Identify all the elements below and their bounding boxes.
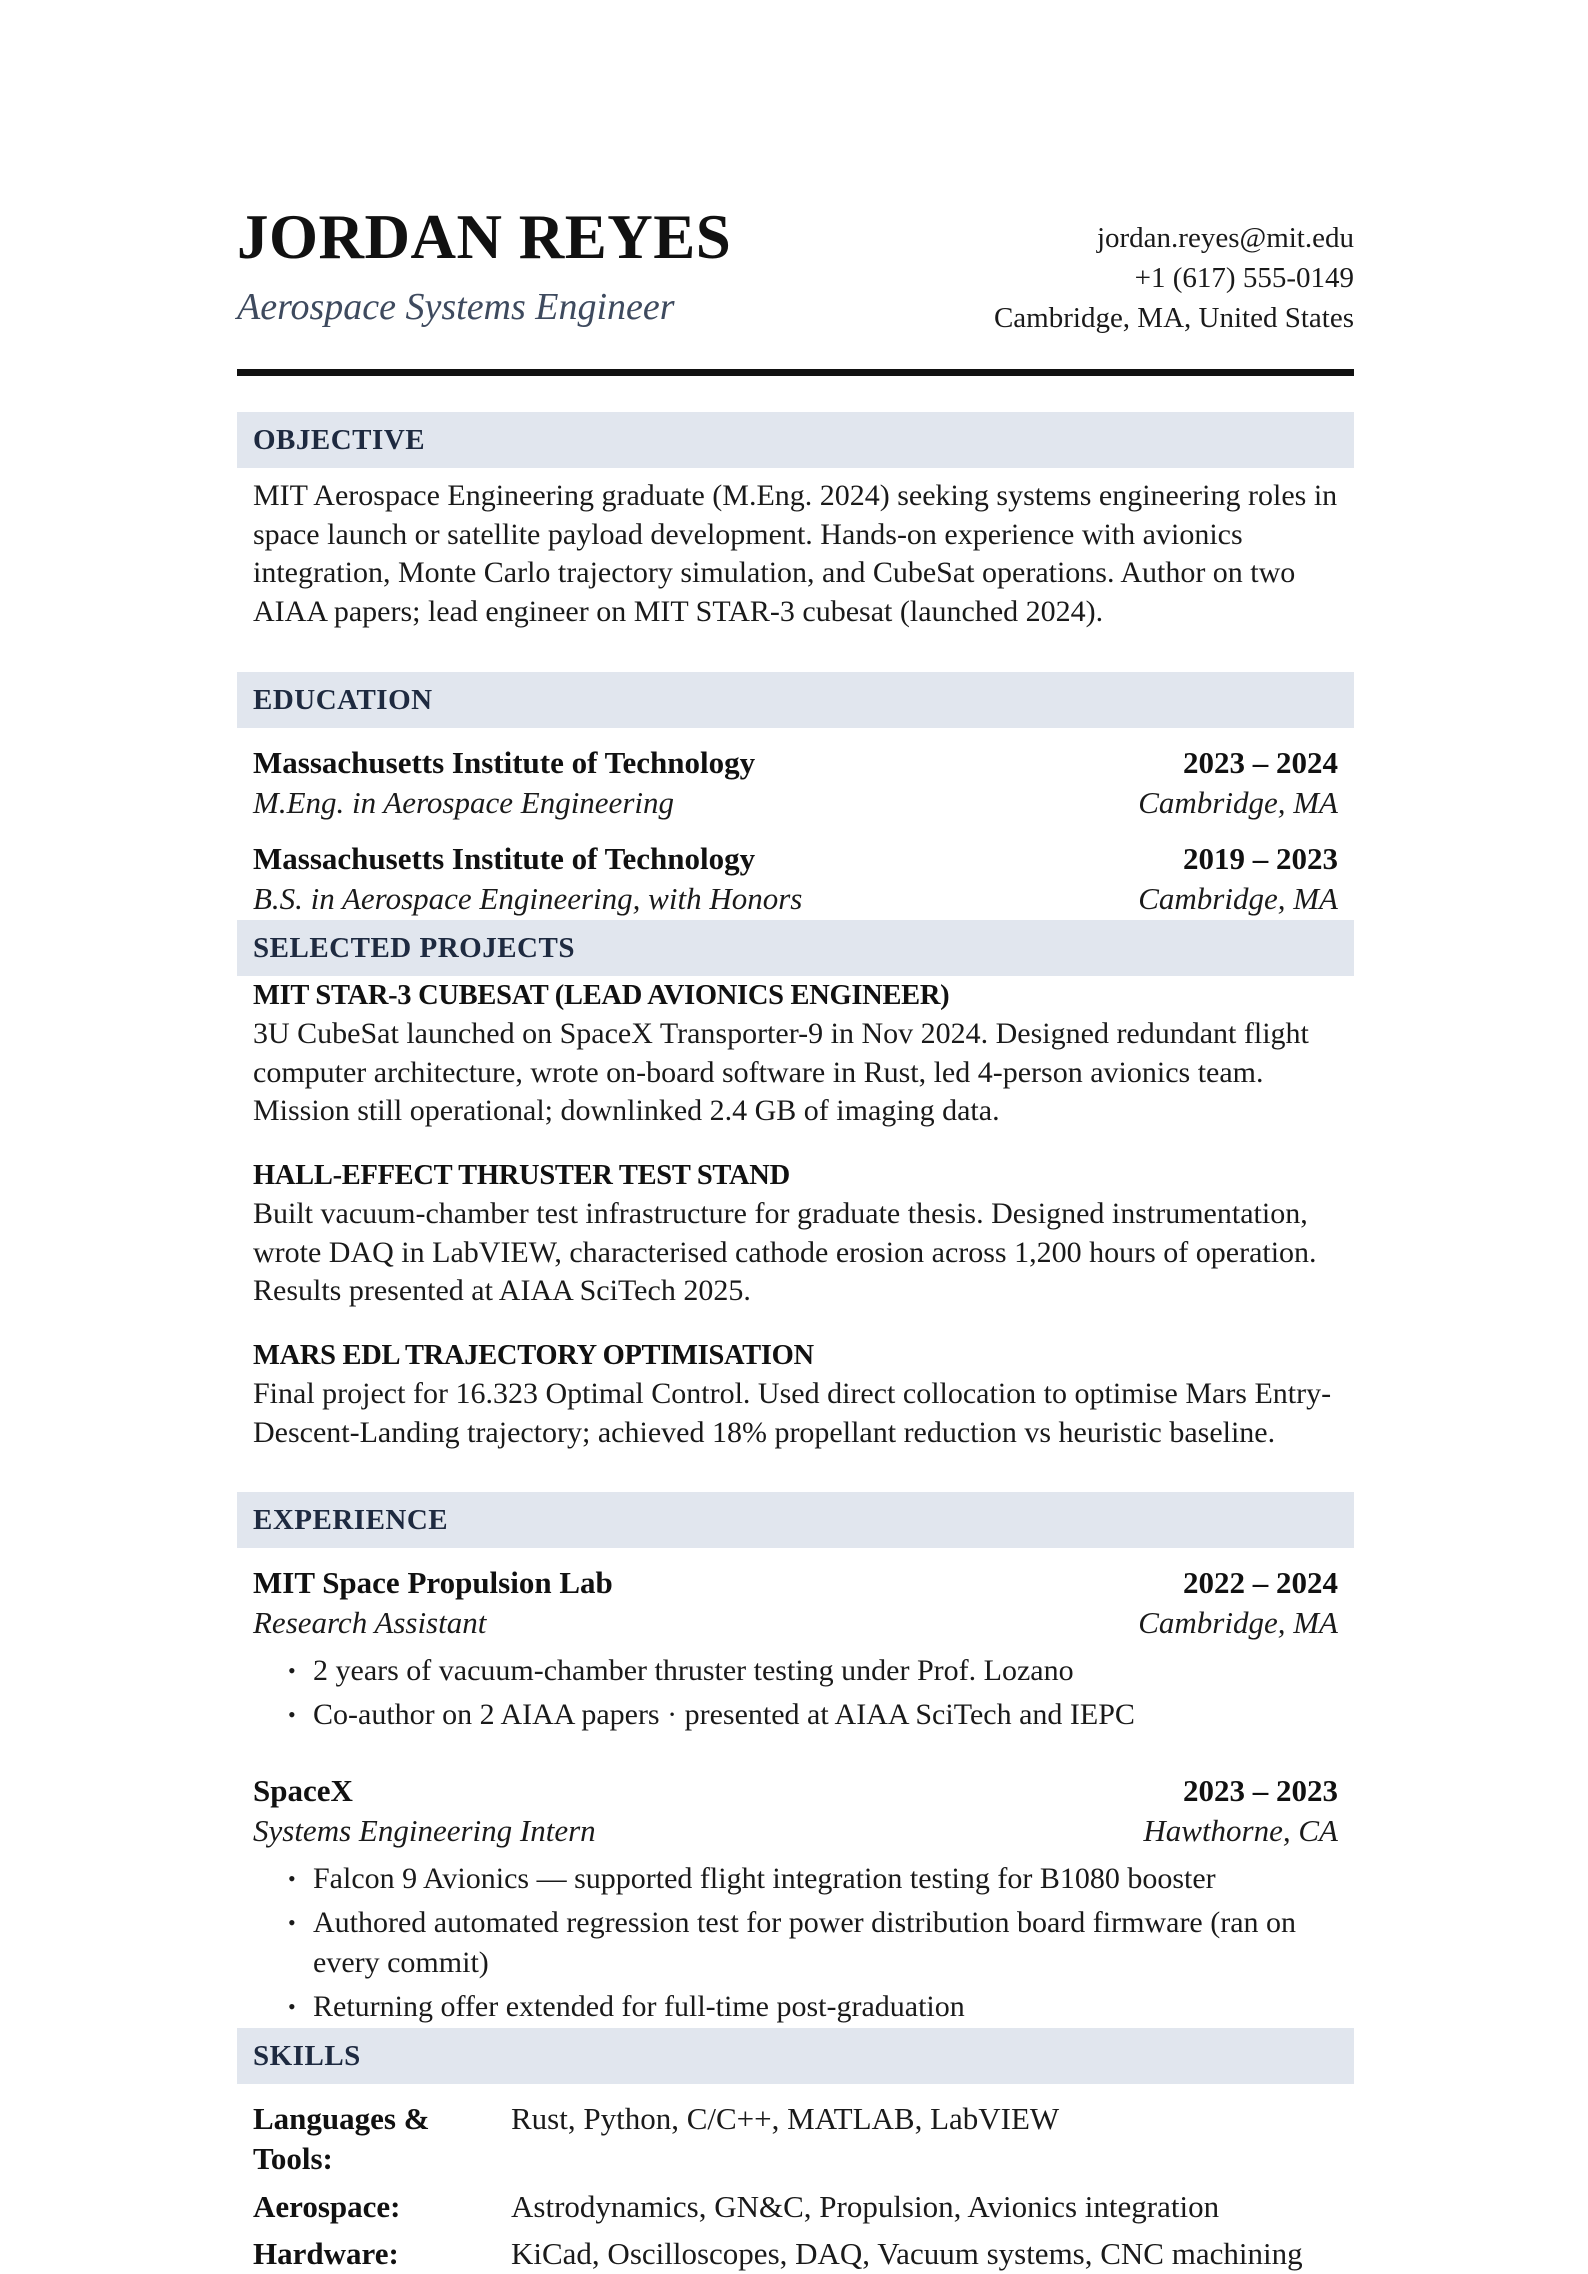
project-description: Built vacuum-chamber test infrastructure for graduate thesis. Designed instrumentation, wrote DAQ in LabVIEW, characterised cathode erosion across 1,200 hours of operation. Results presented at AIAA SciTech 2025. bbox=[253, 1197, 1317, 1307]
section-title: SKILLS bbox=[253, 2040, 361, 2072]
list-item: • Authored automated regression test for power distribution board firmware (ran on every commit) bbox=[253, 1903, 1343, 1983]
header-divider bbox=[237, 369, 1354, 376]
section-title: EXPERIENCE bbox=[253, 1504, 449, 1536]
candidate-role: Aerospace Systems Engineer bbox=[237, 286, 675, 328]
resume-page bbox=[237, 0, 1354, 2271]
school-name: Massachusetts Institute of Technology bbox=[253, 745, 756, 780]
experience-dates: 2023 – 2023 bbox=[1183, 1773, 1338, 1808]
contact-email[interactable]: jordan.reyes@mit.edu bbox=[1096, 222, 1354, 254]
school-name: Massachusetts Institute of Technology bbox=[253, 841, 756, 876]
skill-category: Languages & Tools: bbox=[253, 2101, 430, 2176]
education-location: Cambridge, MA bbox=[1138, 881, 1338, 916]
project-title: MIT STAR-3 CUBESAT (LEAD AVIONICS ENGINEER) bbox=[253, 980, 950, 1011]
skill-values: KiCad, Oscilloscopes, DAQ, Vacuum systems, CNC machining bbox=[511, 2236, 1303, 2271]
education-dates: 2023 – 2024 bbox=[1183, 745, 1338, 780]
employer-name: MIT Space Propulsion Lab bbox=[253, 1565, 613, 1600]
section-header-objective bbox=[237, 412, 1354, 468]
section-header-skills bbox=[237, 2028, 1354, 2084]
list-item: • 2 years of vacuum-chamber thruster testing under Prof. Lozano bbox=[253, 1651, 1343, 1691]
project-title: HALL-EFFECT THRUSTER TEST STAND bbox=[253, 1160, 790, 1191]
section-title: EDUCATION bbox=[253, 684, 433, 716]
employer-name: SpaceX bbox=[253, 1773, 353, 1808]
experience-location: Hawthorne, CA bbox=[1143, 1813, 1338, 1848]
experience-bullets bbox=[253, 1859, 1343, 2031]
list-item: • Co-author on 2 AIAA papers · presented at AIAA SciTech and IEPC bbox=[253, 1695, 1343, 1735]
job-title: Systems Engineering Intern bbox=[253, 1813, 596, 1848]
project-title: MARS EDL TRAJECTORY OPTIMISATION bbox=[253, 1340, 814, 1371]
list-item: • Returning offer extended for full-time post-graduation bbox=[253, 1987, 1343, 2027]
degree: B.S. in Aerospace Engineering, with Honors bbox=[253, 881, 803, 916]
experience-bullets bbox=[253, 1651, 1343, 1739]
list-item: • Falcon 9 Avionics — supported flight integration testing for B1080 booster bbox=[253, 1859, 1343, 1899]
skill-values: Rust, Python, C/C++, MATLAB, LabVIEW bbox=[511, 2101, 1060, 2136]
candidate-name: JORDAN REYES bbox=[237, 202, 732, 272]
experience-location: Cambridge, MA bbox=[1138, 1605, 1338, 1640]
project-description: 3U CubeSat launched on SpaceX Transporter-9 in Nov 2024. Designed redundant flight computer architecture, wrote on-board software in Rust, led 4-person avionics team. Mission still operational; downlinked 2.4 GB of imaging data. bbox=[253, 1017, 1309, 1127]
skill-category: Hardware: bbox=[253, 2236, 399, 2271]
section-title: SELECTED PROJECTS bbox=[253, 932, 575, 964]
section-title: OBJECTIVE bbox=[253, 424, 426, 456]
contact-phone[interactable]: +1 (617) 555-0149 bbox=[1134, 262, 1354, 294]
job-title: Research Assistant bbox=[253, 1605, 487, 1640]
objective-text: MIT Aerospace Engineering graduate (M.Eng. 2024) seeking systems engineering roles in space launch or satellite payload development. Hands-on experience with avionics integration, Monte Carlo trajectory simulation, and CubeSat operations. Author on two AIAA papers; lead engineer on MIT STAR-3 cubesat (launched 2024). bbox=[253, 479, 1338, 628]
resume-header bbox=[237, 200, 1354, 370]
section-header-education bbox=[237, 672, 1354, 728]
project-description: Final project for 16.323 Optimal Control. Used direct collocation to optimise Mars Entry-Descent-Landing trajectory; achieved 18% propellant reduction vs heuristic baseline. bbox=[253, 1377, 1332, 1449]
section-header-experience bbox=[237, 1492, 1354, 1548]
experience-dates: 2022 – 2024 bbox=[1183, 1565, 1338, 1600]
section-header-projects bbox=[237, 920, 1354, 976]
degree: M.Eng. in Aerospace Engineering bbox=[253, 785, 674, 820]
education-location: Cambridge, MA bbox=[1138, 785, 1338, 820]
skill-values: Astrodynamics, GN&C, Propulsion, Avionics integration bbox=[511, 2189, 1220, 2224]
education-dates: 2019 – 2023 bbox=[1183, 841, 1338, 876]
contact-block bbox=[994, 218, 1354, 338]
skill-category: Aerospace: bbox=[253, 2189, 401, 2224]
contact-location: Cambridge, MA, United States bbox=[993, 302, 1354, 334]
